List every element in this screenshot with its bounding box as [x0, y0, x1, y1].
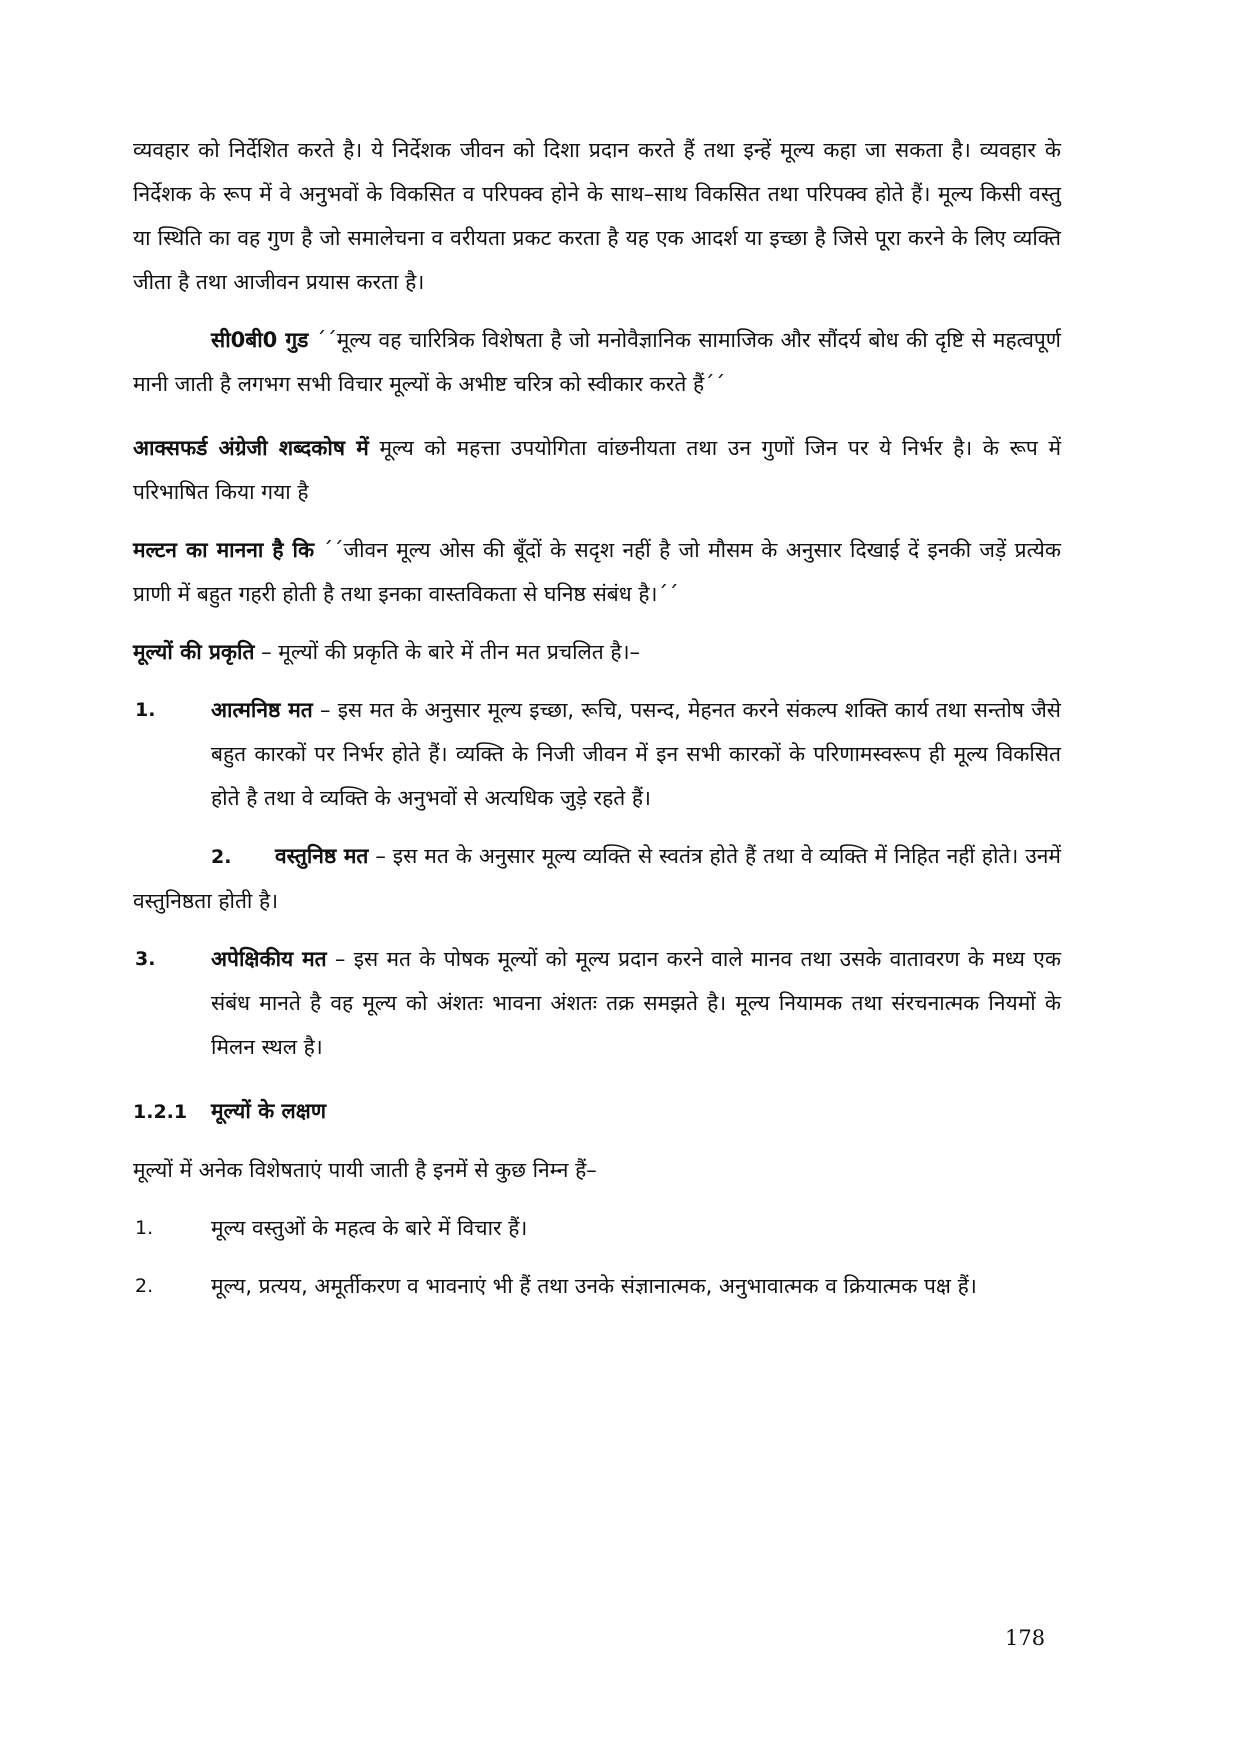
oxford-definition-paragraph [133, 426, 1061, 514]
nature-item-title: आत्मनिष्ठ मत [211, 698, 313, 722]
oxford-definition-source: आक्सफर्ड अंग्रेजी शब्दकोष में [133, 436, 369, 460]
nature-of-values-paragraph [133, 630, 1061, 674]
feature-item-number: 1. [135, 1217, 154, 1239]
page-number: 178 [1005, 1626, 1046, 1650]
section-title: मूल्यों के लक्षण [211, 1099, 327, 1123]
oxford-definition-text: मूल्य को महत्ता उपयोगिता वांछनीयता तथा उन गुणों जिन पर ये निर्भर है। के रूप में परिभाषित किया गया है [133, 436, 1062, 504]
nature-item-number: 2. [211, 846, 232, 868]
section-heading [133, 1089, 1061, 1134]
feature-item-text: मूल्य, प्रत्यय, अमूर्तीकरण व भावनाएं भी हैं तथा उनके संज्ञानात्मक, अनुभावात्मक व क्रियात्मक पक्ष हैं। [211, 1274, 977, 1298]
section-number: 1.2.1 [133, 1101, 188, 1123]
document-page [133, 128, 1061, 1308]
good-definition-text: ´´मूल्य वह चारित्रिक विशेषता है जो मनोवैज्ञानिक सामाजिक और सौंदर्य बोध की दृष्टि से महत्वपूर्ण मानी जाती है लगभग सभी विचार मूल्यों के अभीष्ट चरित्र को स्वीकार करते हैं´´ [133, 328, 1061, 396]
nature-item-3 [133, 937, 1061, 1069]
multon-definition-text: ´´जीवन मूल्य ओस की बूँदों के सदृश नहीं है जो मौसम के अनुसार दिखाई दें इनकी जड़ें प्रत्येक प्राणी में बहुत गहरी होती है तथा इनका वास्तविकता से घनिष्ठ संबंध है।´´ [133, 538, 1061, 606]
multon-definition-paragraph [133, 528, 1061, 616]
nature-of-values-label: मूल्यों की प्रकृति [133, 640, 255, 664]
nature-item-title: वस्तुनिष्ठ मत [275, 844, 369, 868]
features-intro-paragraph: मूल्यों में अनेक विशेषताएं पायी जाती है इनमें से कुछ निम्न हैं– [133, 1158, 597, 1182]
good-definition-author: सी0बी0 गुड [211, 328, 309, 352]
intro-paragraph: व्यवहार को निर्देशित करते है। ये निर्देशक जीवन को दिशा प्रदान करते हैं तथा इन्हें मूल्य कहा जा सकता है। व्यवहार के निर्देशक के रूप में वे अनुभवों के विकसित व परिपक्व होने के साथ–साथ विकसित तथा परिपक्व होते हैं। मूल्य किसी वस्तु या स्थिति का वह गुण है जो समालेचना व वरीयता प्रकट करता है यह एक आदर्श या इच्छा है जिसे पूरा करने के लिए व्यक्ति जीता है तथा आजीवन प्रयास करता है। [133, 138, 1061, 294]
nature-item-text: – इस मत के अनुसार मूल्य इच्छा, रूचि, पसन्द, मेहनत करने संकल्प शक्ति कार्य तथा सन्तोष जैसे बहुत कारकों पर निर्भर होते हैं। व्यक्ति के निजी जीवन में इन सभी कारकों के परिणामस्वरूप ही मूल्य विकसित होते है तथा वे व्यक्ति के अनुभवों से अत्यधिक जुड़े रहते हैं। [211, 698, 1061, 810]
nature-item-2 [133, 834, 1061, 923]
nature-item-title: अपेक्षिकीय मत [211, 947, 327, 971]
feature-item-text: मूल्य वस्तुओं के महत्व के बारे में विचार हैं। [211, 1216, 528, 1240]
nature-item-number: 1. [135, 699, 156, 721]
good-definition-paragraph [133, 318, 1061, 406]
nature-item-1 [133, 688, 1061, 820]
multon-definition-author: मल्टन का मानना है कि [133, 538, 315, 562]
feature-item-number: 2. [135, 1275, 154, 1297]
feature-item-2 [133, 1264, 1061, 1308]
nature-item-text: – इस मत के पोषक मूल्यों को मूल्य प्रदान करने वाले मानव तथा उसके वातावरण के मध्य एक संबंध मानते है वह मूल्य को अंशतः भावना अंशतः तक्र समझते है। मूल्य नियामक तथा संरचनात्मक नियमों के मिलन स्थल है। [211, 947, 1061, 1059]
nature-item-text: – इस मत के अनुसार मूल्य व्यक्ति से स्वतंत्र होते हैं तथा वे व्यक्ति में निहित नहीं होते। उनमें वस्तुनिष्ठता होती है। [133, 844, 1061, 913]
nature-item-number: 3. [135, 948, 156, 970]
feature-item-1 [133, 1206, 1061, 1250]
nature-of-values-text: – मूल्यों की प्रकृति के बारे में तीन मत प्रचलित है।– [254, 640, 641, 664]
